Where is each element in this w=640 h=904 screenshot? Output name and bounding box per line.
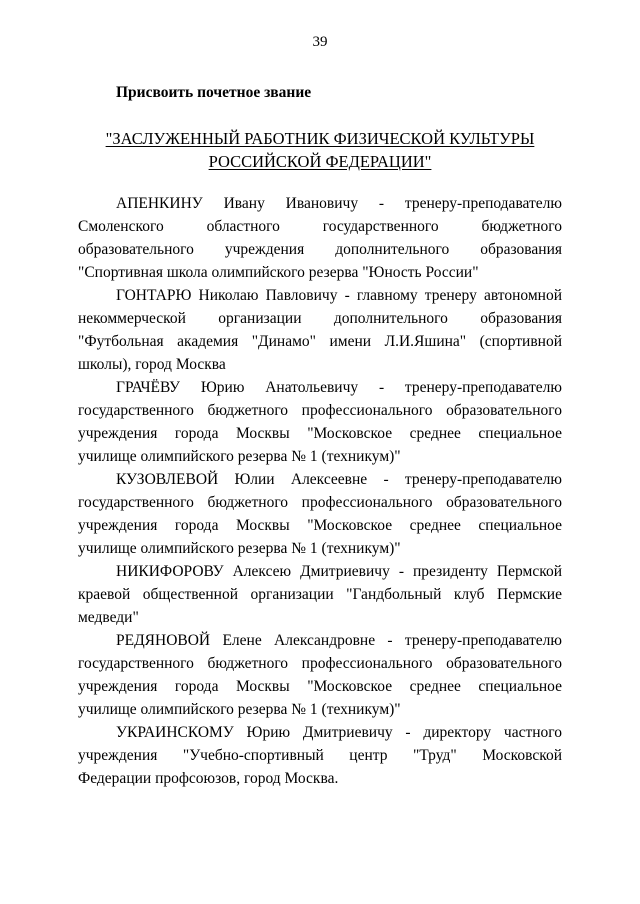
text-line: учреждения города Москвы "Московское среднее специальное bbox=[78, 425, 562, 442]
text-line: школы), город Москва bbox=[78, 356, 226, 373]
recipient-paragraph bbox=[78, 721, 562, 790]
text-line: государственного бюджетного профессионального образовательного bbox=[78, 655, 562, 672]
text-line: НИКИФОРОВУ Алексею Дмитриевичу - президенту Пермской bbox=[116, 563, 562, 580]
text-line: учреждения "Учебно-спортивный центр "Труд" Московской bbox=[78, 747, 562, 764]
text-line: ГОНТАРЮ Николаю Павловичу - главному тренеру автономной bbox=[116, 287, 562, 304]
award-heading: Присвоить почетное звание bbox=[116, 84, 312, 101]
text-line: образовательного учреждения дополнительного образования bbox=[78, 241, 562, 258]
text-line: "Спортивная школа олимпийского резерва "Юность России" bbox=[78, 264, 479, 281]
text-line: училище олимпийского резерва № 1 (техникум)" bbox=[78, 540, 401, 557]
award-title-line-2: РОССИЙСКОЙ ФЕДЕРАЦИИ" bbox=[208, 152, 432, 171]
text-line: государственного бюджетного профессионального образовательного bbox=[78, 402, 562, 419]
text-line: "Футбольная академия "Динамо" имени Л.И.Яшина" (спортивной bbox=[78, 333, 562, 350]
recipients-list bbox=[78, 192, 562, 790]
recipient-paragraph bbox=[78, 468, 562, 560]
text-line: учреждения города Москвы "Московское среднее специальное bbox=[78, 517, 562, 534]
text-line: Федерации профсоюзов, город Москва. bbox=[78, 770, 339, 787]
text-line: учреждения города Москвы "Московское среднее специальное bbox=[78, 678, 562, 695]
text-line: АПЕНКИНУ Ивану Ивановичу - тренеру-преподавателю bbox=[116, 195, 562, 212]
text-line: медведи" bbox=[78, 609, 139, 626]
text-line: Смоленского областного государственного бюджетного bbox=[78, 218, 562, 235]
page-number: 39 bbox=[312, 34, 328, 50]
text-line: КУЗОВЛЕВОЙ Юлии Алексеевне - тренеру-преподавателю bbox=[116, 471, 562, 488]
award-title bbox=[0, 127, 640, 173]
recipient-paragraph bbox=[78, 284, 562, 376]
text-line: училище олимпийского резерва № 1 (техникум)" bbox=[78, 448, 401, 465]
recipient-paragraph bbox=[78, 560, 562, 629]
text-line: государственного бюджетного профессионального образовательного bbox=[78, 494, 562, 511]
award-title-line-1: "ЗАСЛУЖЕННЫЙ РАБОТНИК ФИЗИЧЕСКОЙ КУЛЬТУРЫ bbox=[105, 129, 535, 148]
recipient-paragraph bbox=[78, 192, 562, 284]
recipient-paragraph bbox=[78, 376, 562, 468]
text-line: УКРАИНСКОМУ Юрию Дмитриевичу - директору частного bbox=[116, 724, 562, 741]
text-line: ГРАЧЁВУ Юрию Анатольевичу - тренеру-преподавателю bbox=[116, 379, 562, 396]
recipient-paragraph bbox=[78, 629, 562, 721]
text-line: краевой общественной организации "Гандбольный клуб Пермские bbox=[78, 586, 562, 603]
text-line: РЕДЯНОВОЙ Елене Александровне - тренеру-преподавателю bbox=[116, 632, 562, 649]
text-line: некоммерческой организации дополнительного образования bbox=[78, 310, 562, 327]
text-line: училище олимпийского резерва № 1 (техникум)" bbox=[78, 701, 401, 718]
